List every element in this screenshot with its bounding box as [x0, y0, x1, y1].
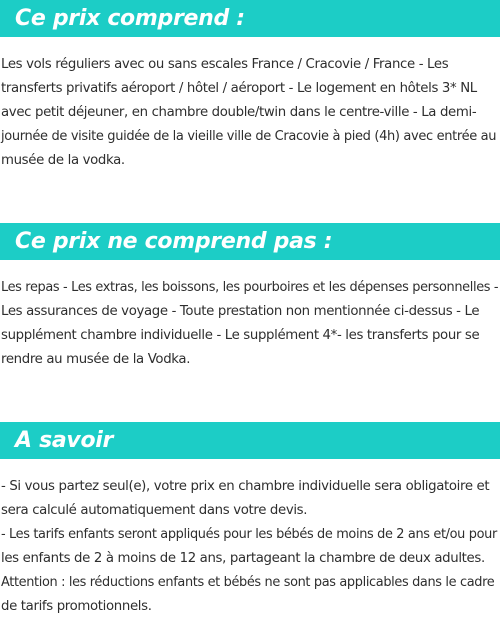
- section-body-good-to-know: [0, 475, 500, 619]
- text-line: supplément chambre individuelle - Le supplément 4*- les transferts pour se: [1, 328, 480, 343]
- text-line: de tarifs promotionnels.: [1, 599, 152, 614]
- section-title-included: Ce prix comprend :: [15, 6, 245, 31]
- text-line: rendre au musée de la Vodka.: [1, 352, 191, 367]
- text-line: sera calculé automatiquement dans votre devis.: [1, 503, 308, 518]
- section-body-not-included: [0, 276, 500, 372]
- text-line: journée de visite guidée de la vieille ville de Cracovie à pied (4h) avec entrée au: [1, 129, 497, 144]
- section-header-included: [0, 0, 500, 37]
- text-line: avec petit déjeuner, en chambre double/twin dans le centre-ville - La demi-: [1, 105, 477, 120]
- text-line: - Les tarifs enfants seront appliqués pour les bébés de moins de 2 ans et/ou pour: [1, 527, 497, 542]
- text-line: - Si vous partez seul(e), votre prix en chambre individuelle sera obligatoire et: [1, 479, 490, 494]
- section-good-to-know: [0, 422, 500, 619]
- section-not-included: [0, 223, 500, 372]
- text-line: Les vols réguliers avec ou sans escales France / Cracovie / France - Les: [1, 57, 449, 72]
- text-line: Les repas - Les extras, les boissons, les pourboires et les dépenses personnelles -: [1, 280, 499, 295]
- text-line: Les assurances de voyage - Toute prestation non mentionnée ci-dessus - Le: [1, 304, 480, 319]
- section-header-not-included: [0, 223, 500, 260]
- section-included: [0, 0, 500, 173]
- text-line: Attention : les réductions enfants et bébés ne sont pas applicables dans le cadre: [1, 575, 495, 590]
- section-title-not-included: Ce prix ne comprend pas :: [15, 229, 333, 254]
- section-header-good-to-know: [0, 422, 500, 459]
- text-line: transferts privatifs aéroport / hôtel / aéroport - Le logement en hôtels 3* NL: [1, 81, 477, 96]
- section-title-good-to-know: A savoir: [15, 428, 114, 453]
- text-line: musée de la vodka.: [1, 153, 125, 168]
- section-body-included: [0, 53, 500, 173]
- text-line: les enfants de 2 à moins de 12 ans, partageant la chambre de deux adultes.: [1, 551, 485, 566]
